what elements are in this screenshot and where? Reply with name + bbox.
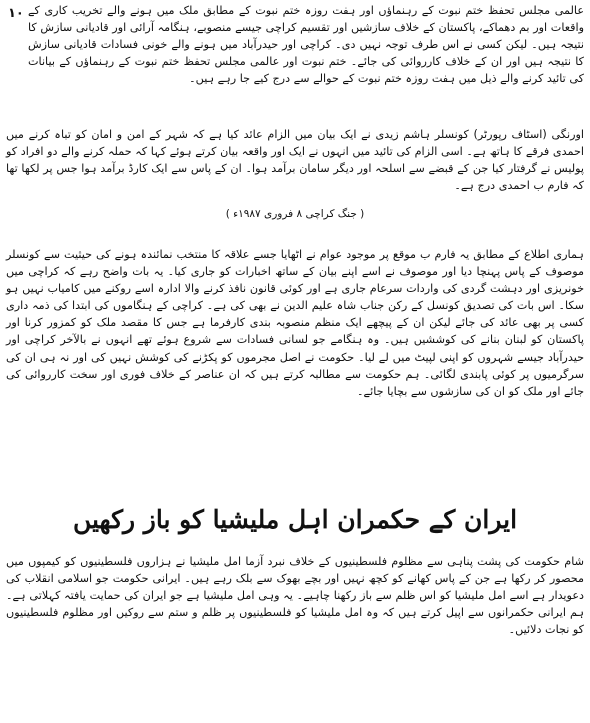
paragraph-closing: شام حکومت کی پشت پناہی سے مظلوم فلسطینیوں کے خلاف نبرد آزما امل ملیشیا نے ہزاروں فلسطینیوں کو کیمپوں میں محصور کر رکھا ہے جن کے پاس کھانے کو کچھ نہیں اور بچے بھوک سے بلک رہے ہیں۔ ایرانی حکومت جو اسلامی انقلاب کی دعویدار ہے اسے امل ملیشیا کو اس ظلم سے باز رکھنا چاہیے۔ یہ وہی امل ملیشیا ہے جو ایران کی حمایت یافتہ کہلاتی ہے۔ ہم ایرانی حکمرانوں سے اپیل کرتے ہیں کہ وہ امل ملیشیا کو فلسطینیوں پر ظلم و ستم سے روکیں اور مظلوم فلسطینیوں کو نجات دلائیں۔ xyxy=(6,555,584,637)
article-headline: ایران کے حکمران اہل ملیشیا کو باز رکھیں xyxy=(72,505,518,534)
page-number: ۱۰ xyxy=(8,6,24,21)
source-citation: ( جنگ کراچی ۸ فروری ۱۹۸۷ء ) xyxy=(225,208,365,220)
paragraph-report: اورنگی (اسٹاف رپورٹر) کونسلر ہاشم زیدی نے ایک بیان میں الزام عائد کیا ہے کہ شہر کے امن و امان کو تباہ کرنے میں احمدی فرقے کا ہاتھ ہے۔ اسی الزام کی تائید میں انہوں نے ایک اور واقعہ بیان کرتے ہوئے کہا کہ حملہ کرنے والے دو افراد کو پولیس نے گرفتار کیا جن کے قبضے سے اسلحہ اور دیگر سامان برآمد ہوا۔ ان کے پاس سے ایک کارڈ برآمد ہوا جس پر لکھا تھا کہ فارم ب احمدی درج ہے۔ xyxy=(6,128,584,193)
paragraph-commentary: ہماری اطلاع کے مطابق یہ فارم ب موقع پر موجود عوام نے اٹھایا جسے علاقہ کا منتخب نمائندہ ہونے کی حیثیت سے کونسلر موصوف کے پاس پہنچا دیا اور موصوف نے اسے اپنے بیان کے ساتھ اخبارات کو جاری کیا۔ یہ بات واضح رہے کہ کراچی میں خونریزی اور دہشت گردی کی واردات سرعام جاری ہے اور کوئی قانون نافذ کرنے والا ادارہ اسے روکنے میں کامیاب نہیں ہو سکا۔ اس بات کی تصدیق کونسل کے رکن جناب شاہ علیم الدین نے بھی کی ہے۔ کراچی کے ہنگاموں کی ابتدا کی ذمہ داری کسی پر بھی عائد کی جائے لیکن ان کے پیچھے ایک منظم منصوبہ بندی کارفرما ہے جس کا مقصد ملک کو کمزور کرنا اور پاکستان کو لبنان بنانے کی کوششیں ہیں۔ وہ ہنگامے جو لسانی فسادات سے شروع ہوئے تھے انہوں نے بالآخر کراچی اور حیدرآباد جیسے شہروں کو اپنی لپیٹ میں لے لیا۔ حکومت نے اصل مجرموں کو پکڑنے کی کوشش نہیں کی اور نہ ہی ان کی سرگرمیوں پر کوئی پابندی لگائی۔ ہم حکومت سے مطالبہ کرتے ہیں کہ ان عناصر کے خلاف فوری اور سخت کارروائی کی جائے اور ملک کو ان کی سازشوں سے بچایا جائے۔ xyxy=(6,248,584,398)
paragraph-intro: عالمی مجلس تحفظ ختم نبوت کے رہنماؤں اور ہفت روزہ ختم نبوت کے مطابق ملک میں ہونے والے تخریب کاری کے واقعات اور بم دھماکے، پاکستان کے خلاف سازشیں اور تقسیم کراچی جیسے منصوبے، ہنگامہ آرائی اور قادیانی سازش کا نتیجہ ہیں۔ لیکن کسی نے اس طرف توجہ نہیں دی۔ کراچی اور حیدرآباد میں ہونے والے خونی فسادات قادیانی سازش کا نتیجہ ہیں اور ان کے خلاف کارروائی کی جائے۔ ختم نبوت اور عالمی مجلس تحفظ ختم نبوت کے رہنماؤں کے بیانات کی تائید کرنے والے ذیل میں ہفت روزہ ختم نبوت کے حوالے سے درج کیے جا رہے ہیں۔ xyxy=(28,4,584,86)
